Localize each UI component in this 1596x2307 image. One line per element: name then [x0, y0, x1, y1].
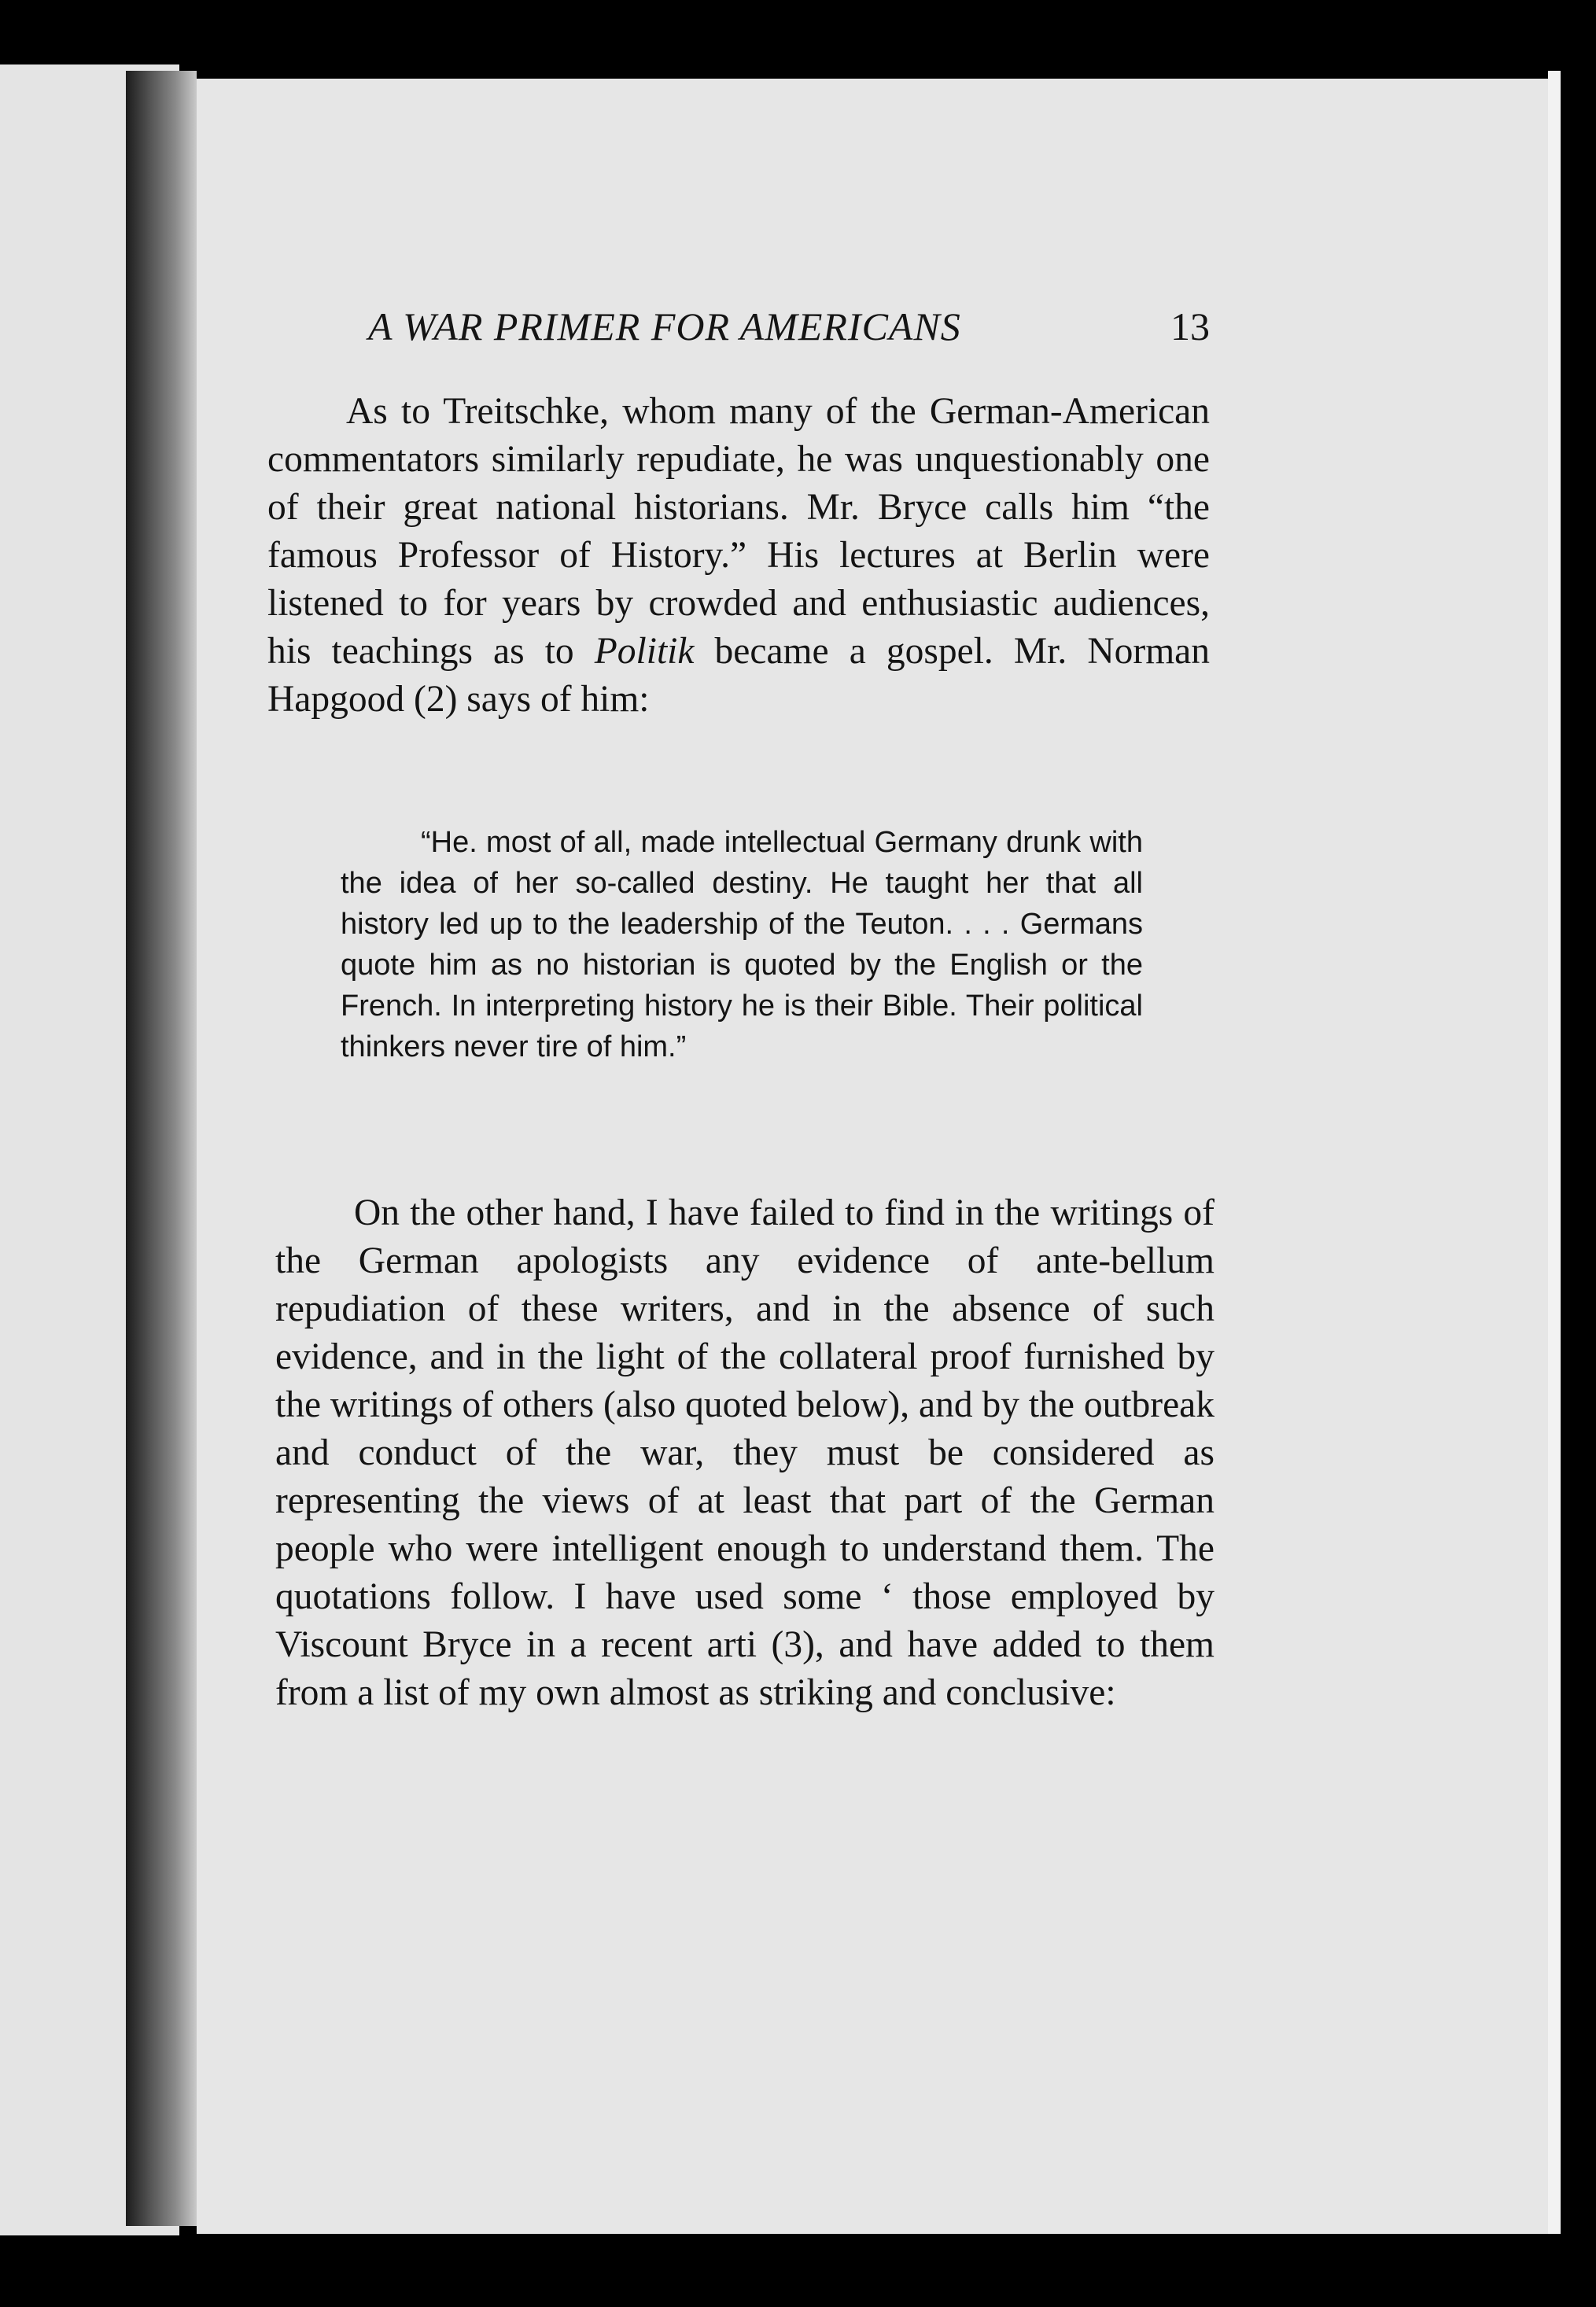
- paragraph-text: became a gospel. Mr. Norman Hapgood (2) says of him:: [267, 631, 1210, 720]
- running-title: A WAR PRIMER FOR AMERICANS: [368, 304, 961, 348]
- paragraph-treitschke: [267, 388, 1210, 724]
- paragraph-text: As to Treitschke, whom many of the German-American commentators similarly repudiate, he was unquestionably one of their great national historians. Mr. Bryce calls him “the famous Professor of History.” His lectures at Berlin were listened to for years by crowded and enthusiastic audiences, his teachings as to: [267, 391, 1210, 672]
- block-quote-hapgood: “He. most of all, made intellectual Germany drunk with the idea of her so-called destiny. He taught her that all history led up to the leadership of the Teuton. . . . Germans quote him as no historian is quoted by the English or the French. In interpreting history he is their Bible. Their political thinkers never tire of him.”: [341, 826, 1143, 1063]
- page-edge: [1548, 71, 1561, 2234]
- page-number: 13: [1170, 304, 1210, 348]
- paragraph-quotations-intro: On the other hand, I have failed to find in the writings of the German apologists any evidence of ante-bellum repudiation of these writers, and in the absence of such evidence, and in the light of the collateral proof furnished by the writings of others (also quoted below), and by the outbreak and conduct of the war, they must be considered as representing the views of at least that part of the German people who were intelligent enough to understand them. The quotations follow. I have used some ʻ those employed by Viscount Bryce in a recent arti (3), and have added to them from a list of my own almost as striking and conclusive:: [275, 1192, 1215, 1713]
- italic-term: Politik: [594, 631, 695, 672]
- running-header: [368, 303, 1210, 350]
- book-gutter: [126, 71, 197, 2226]
